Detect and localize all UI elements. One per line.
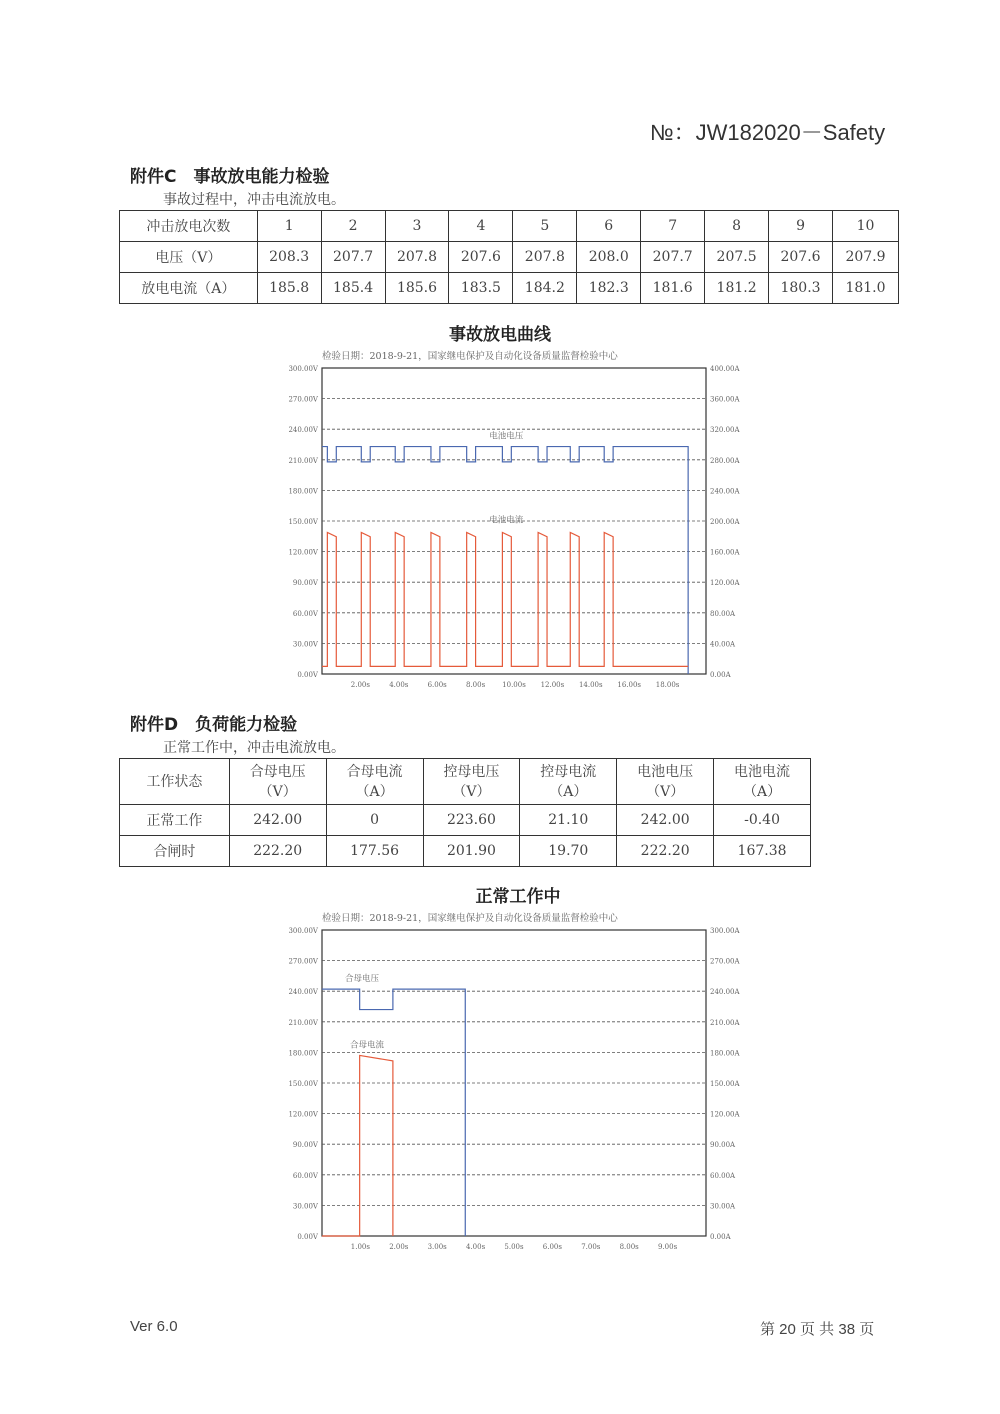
table-cell: 185.6	[385, 273, 449, 304]
table-cell: 19.70	[520, 836, 617, 867]
table-cell: 185.4	[321, 273, 385, 304]
series-line-1	[322, 1055, 393, 1236]
x-tick-label: 7.00s	[581, 1243, 601, 1251]
x-tick-label: 18.00s	[655, 681, 680, 689]
chart-d-title: 正常工作中	[475, 887, 561, 907]
table-header-cell-line: （A）	[355, 783, 394, 800]
table-header-cell-line: 电池电压	[637, 763, 694, 780]
series-label: 合母电流	[349, 1040, 385, 1051]
table-cell: 207.7	[321, 242, 385, 273]
table-header-cell: 1	[257, 211, 321, 242]
table-cell: 207.6	[449, 242, 513, 273]
table-header-cell	[120, 759, 230, 805]
table-header-cell: 2	[321, 211, 385, 242]
table-cell: 222.20	[229, 836, 326, 867]
table-cell: 207.5	[705, 242, 769, 273]
series-label: 合母电压	[344, 974, 380, 985]
x-tick-label: 4.00s	[389, 681, 409, 689]
table-row	[120, 242, 899, 273]
right-tick-label: 280.00A	[710, 456, 740, 465]
load-chart	[280, 908, 750, 1252]
left-tick-label: 60.00V	[292, 1171, 318, 1180]
left-tick-label: 60.00V	[292, 609, 318, 618]
table-cell: 182.3	[577, 273, 641, 304]
table-cell: 0	[326, 805, 423, 836]
table-cell: 207.6	[769, 242, 833, 273]
x-tick-label: 16.00s	[617, 681, 642, 689]
table-header-cell	[617, 759, 714, 805]
table-header-cell-line: 控母电流	[540, 763, 597, 780]
x-tick-label: 5.00s	[504, 1243, 524, 1251]
table-cell: 207.8	[513, 242, 577, 273]
table-cell: 167.38	[714, 836, 811, 867]
left-tick-label: 0.00V	[297, 1233, 318, 1241]
table-cell: 207.8	[385, 242, 449, 273]
right-tick-label: 210.00A	[710, 1018, 740, 1027]
table-header-cell: 冲击放电次数	[120, 211, 258, 242]
chart-caption: 检验日期：2018-9-21，国家继电保护及自动化设备质量监督检验中心	[322, 913, 618, 924]
load-table	[119, 758, 811, 867]
right-tick-label: 150.00A	[710, 1080, 740, 1088]
left-tick-label: 210.00V	[288, 456, 318, 465]
table-cell: 183.5	[449, 273, 513, 304]
left-tick-label: 150.00V	[288, 518, 318, 526]
x-tick-label: 8.00s	[619, 1243, 639, 1251]
right-tick-label: 160.00A	[710, 548, 740, 557]
series-line-1	[322, 532, 688, 666]
x-tick-label: 10.00s	[502, 681, 526, 689]
table-header-cell: 9	[769, 211, 833, 242]
x-tick-label: 8.00s	[466, 681, 486, 689]
row-label-cell: 正常工作	[120, 805, 230, 836]
document-number: №：JW182020－Safety	[650, 120, 886, 145]
table-header-cell-line: （A）	[549, 783, 588, 800]
chart-c-title: 事故放电曲线	[449, 325, 551, 345]
table-row	[120, 805, 811, 836]
table-row	[120, 836, 811, 867]
x-tick-label: 6.00s	[542, 1243, 562, 1251]
table-header-cell	[423, 759, 520, 805]
table-cell: 207.9	[832, 242, 898, 273]
table-header-cell: 6	[577, 211, 641, 242]
table-cell: 207.7	[641, 242, 705, 273]
left-tick-label: 240.00V	[288, 426, 318, 435]
left-tick-label: 270.00V	[288, 957, 318, 966]
table-header-cell: 4	[449, 211, 513, 242]
table-header-cell: 7	[641, 211, 705, 242]
x-tick-label: 6.00s	[427, 681, 447, 689]
table-header-cell-line: （V）	[646, 783, 685, 800]
table-header-row	[120, 211, 899, 242]
right-tick-label: 40.00A	[710, 640, 736, 649]
table-header-cell-line: 电池电流	[734, 763, 791, 780]
table-header-cell	[520, 759, 617, 805]
right-tick-label: 180.00A	[710, 1049, 740, 1058]
table-cell: 180.3	[769, 273, 833, 304]
table-header-cell: 8	[705, 211, 769, 242]
left-tick-label: 180.00V	[288, 487, 318, 496]
left-tick-label: 30.00V	[292, 1202, 318, 1211]
table-header-cell	[714, 759, 811, 805]
table-cell: 177.56	[326, 836, 423, 867]
table-header-cell-line: 工作状态	[146, 773, 203, 790]
discharge-chart	[280, 346, 750, 690]
table-cell: -0.40	[714, 805, 811, 836]
table-cell: 242.00	[617, 805, 714, 836]
left-tick-label: 0.00V	[297, 671, 318, 679]
left-tick-label: 90.00V	[292, 579, 318, 588]
table-cell: 181.0	[832, 273, 898, 304]
section-d-note: 正常工作中，冲击电流放电。	[163, 740, 345, 756]
table-header-cell: 3	[385, 211, 449, 242]
table-header-cell-line: 合母电流	[346, 763, 403, 780]
left-tick-label: 180.00V	[288, 1049, 318, 1058]
right-tick-label: 90.00A	[710, 1141, 736, 1150]
table-cell: 242.00	[229, 805, 326, 836]
left-tick-label: 270.00V	[288, 395, 318, 404]
right-tick-label: 320.00A	[710, 426, 740, 435]
table-header-cell-line: 合母电压	[249, 763, 306, 780]
table-cell: 181.6	[641, 273, 705, 304]
table-cell: 208.0	[577, 242, 641, 273]
table-row	[120, 273, 899, 304]
table-header-cell-line: （A）	[742, 783, 782, 800]
x-tick-label: 14.00s	[578, 681, 603, 689]
left-tick-label: 30.00V	[292, 640, 318, 649]
left-tick-label: 150.00V	[288, 1080, 318, 1088]
left-tick-label: 210.00V	[288, 1018, 318, 1027]
table-header-cell-line: （V）	[452, 783, 491, 800]
left-tick-label: 120.00V	[288, 1110, 318, 1119]
discharge-table	[119, 210, 899, 304]
left-tick-label: 120.00V	[288, 548, 318, 557]
table-cell: 223.60	[423, 805, 520, 836]
chart-caption: 检验日期：2018-9-21，国家继电保护及自动化设备质量监督检验中心	[322, 351, 618, 362]
series-line-0	[322, 447, 688, 674]
table-cell: 201.90	[423, 836, 520, 867]
left-tick-label: 90.00V	[292, 1141, 318, 1150]
table-cell: 222.20	[617, 836, 714, 867]
table-cell: 21.10	[520, 805, 617, 836]
x-tick-label: 1.00s	[350, 1243, 370, 1251]
right-tick-label: 80.00A	[710, 609, 736, 618]
table-cell: 208.3	[257, 242, 321, 273]
row-label-cell: 电压（V）	[120, 242, 258, 273]
right-tick-label: 240.00A	[710, 487, 740, 496]
table-header-cell-line: 控母电压	[443, 763, 500, 780]
row-label-cell: 放电电流（A）	[120, 273, 258, 304]
footer-page: 第 20 页 共 38 页	[760, 1321, 875, 1338]
left-tick-label: 240.00V	[288, 988, 318, 997]
table-header-cell	[326, 759, 423, 805]
table-cell: 185.8	[257, 273, 321, 304]
footer-version: Ver 6.0	[130, 1318, 178, 1335]
right-tick-label: 270.00A	[710, 957, 740, 966]
section-d-title: 附件D 负荷能力检验	[130, 715, 298, 735]
table-cell: 181.2	[705, 273, 769, 304]
right-tick-label: 120.00A	[710, 579, 740, 588]
series-label: 电池电压	[489, 431, 524, 442]
right-tick-label: 360.00A	[710, 395, 740, 404]
table-header-cell: 10	[832, 211, 898, 242]
section-c-title: 附件C 事故放电能力检验	[130, 167, 330, 187]
table-header-cell-line: （V）	[258, 783, 297, 800]
x-tick-label: 12.00s	[540, 681, 565, 689]
series-line-0	[322, 989, 465, 1236]
table-header-cell: 5	[513, 211, 577, 242]
section-c-note: 事故过程中，冲击电流放电。	[163, 192, 345, 208]
series-label: 电池电流	[489, 515, 524, 526]
x-tick-label: 9.00s	[658, 1243, 678, 1251]
right-tick-label: 200.00A	[710, 518, 740, 526]
right-tick-label: 30.00A	[710, 1202, 736, 1211]
right-tick-label: 120.00A	[710, 1110, 740, 1119]
x-tick-label: 3.00s	[427, 1243, 447, 1251]
x-tick-label: 2.00s	[350, 681, 370, 689]
right-tick-label: 240.00A	[710, 988, 740, 997]
table-header-row	[120, 759, 811, 805]
left-tick-label: 300.00V	[288, 927, 318, 935]
row-label-cell: 合闸时	[120, 836, 230, 867]
left-tick-label: 300.00V	[288, 365, 318, 373]
x-tick-label: 4.00s	[466, 1243, 486, 1251]
right-tick-label: 0.00A	[710, 671, 731, 679]
x-tick-label: 2.00s	[389, 1243, 409, 1251]
table-cell: 184.2	[513, 273, 577, 304]
right-tick-label: 400.00A	[710, 365, 740, 373]
right-tick-label: 300.00A	[710, 927, 740, 935]
table-header-cell	[229, 759, 326, 805]
right-tick-label: 0.00A	[710, 1233, 731, 1241]
right-tick-label: 60.00A	[710, 1171, 736, 1180]
